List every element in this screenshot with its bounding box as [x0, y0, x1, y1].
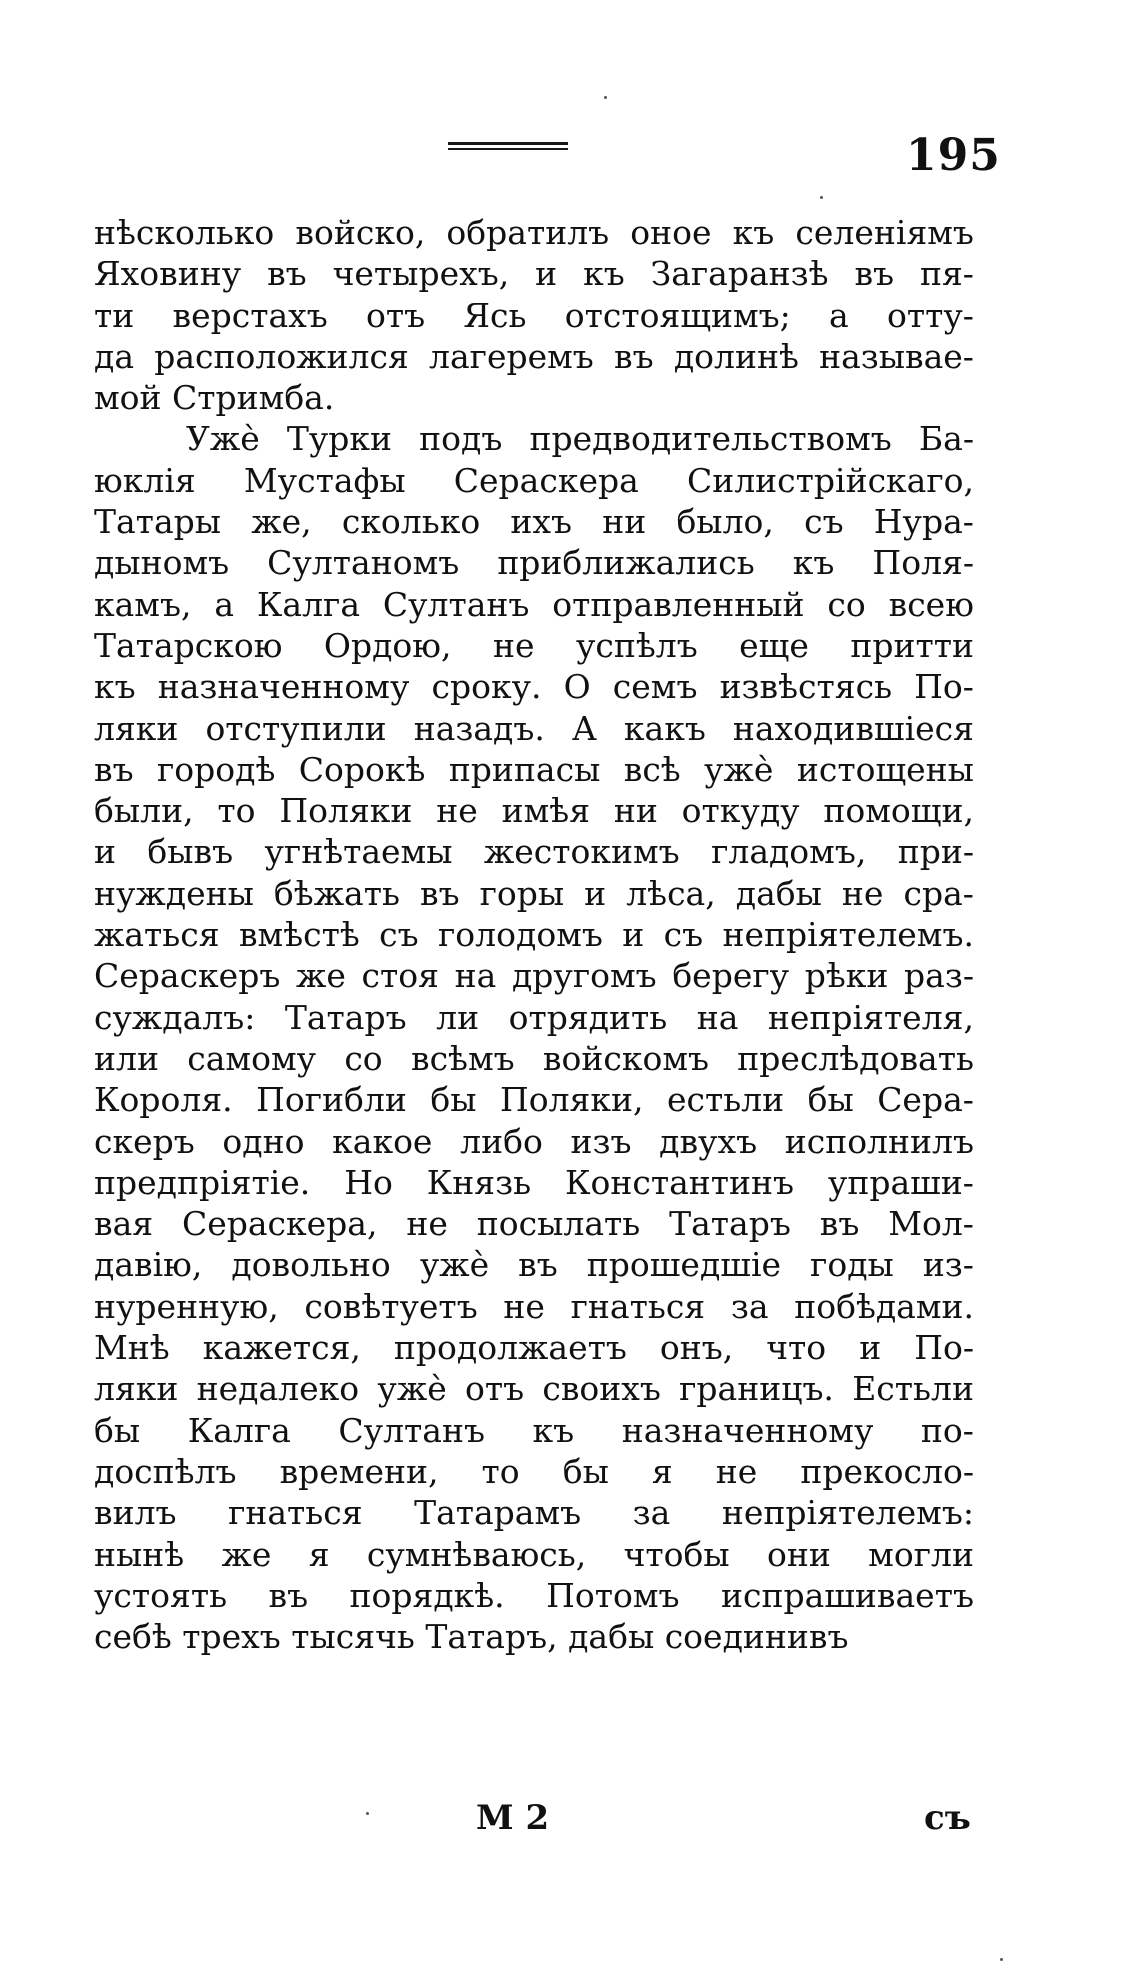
text-line: или самому со всѣмъ войскомъ преслѣдовать	[94, 1038, 974, 1078]
text-line: доспѣлъ времени, то бы я не прекосло-	[94, 1451, 974, 1491]
text-line: въ городѣ Сорокѣ припасы всѣ ужѐ истощены	[94, 749, 974, 789]
print-speck	[366, 1812, 369, 1815]
text-line: устоять въ порядкѣ. Потомъ испрашиваетъ	[94, 1575, 974, 1615]
text-line: нѣсколько войско, обратилъ оное къ селеніямъ	[94, 213, 974, 252]
text-line: бы Калга Султанъ къ назначенному по-	[94, 1410, 974, 1450]
text-line: ляки недалеко ужѐ отъ своихъ границъ. Естьли	[94, 1369, 974, 1409]
text-line: юклія Мустафы Сераскера Силистрійскаго,	[94, 460, 974, 500]
text-line: нуждены бѣжать въ горы и лѣса, дабы не сра-	[94, 873, 974, 913]
text-line: ляки отступили назадъ. А какъ находившіеся	[94, 708, 974, 748]
print-speck	[1000, 1958, 1003, 1961]
page-footer	[0, 1798, 1140, 1848]
text-line: да расположился лагеремъ въ долинѣ называе-	[94, 336, 974, 376]
header-ornament-rule	[448, 142, 568, 156]
print-speck	[820, 196, 823, 199]
text-line: Короля. Погибли бы Поляки, естьли бы Сера-	[94, 1080, 974, 1120]
text-line: Мнѣ кажется, продолжаетъ онъ, что и По-	[94, 1328, 974, 1368]
text-line: къ назначенному сроку. О семъ извѣстясь По-	[94, 667, 974, 707]
text-line: Татары же, сколько ихъ ни было, съ Нура-	[94, 502, 974, 542]
page-number: 195	[906, 130, 1001, 181]
catchword: съ	[924, 1798, 971, 1838]
text-line: камъ, а Калга Султанъ отправленный со всею	[94, 584, 974, 624]
text-line: и бывъ угнѣтаемы жестокимъ гладомъ, при-	[94, 832, 974, 872]
print-speck	[604, 96, 607, 99]
printer-signature: M 2	[476, 1798, 550, 1838]
text-line: суждалъ: Татаръ ли отрядить на непріятеля,	[94, 997, 974, 1037]
text-line: были, то Поляки не имѣя ни откуду помощи,	[94, 791, 974, 831]
text-line: нынѣ же я сумнѣваюсь, чтобы они могли	[94, 1534, 974, 1574]
text-line: скеръ одно какое либо изъ двухъ исполнилъ	[94, 1121, 974, 1161]
text-line: жаться вмѣстѣ съ голодомъ и съ непріятелемъ.	[94, 915, 974, 955]
text-line: вая Сераскера, не посылать Татаръ въ Мол-	[94, 1204, 974, 1244]
text-line: нуренную, совѣтуетъ не гнаться за побѣдами.	[94, 1286, 974, 1326]
text-line: давію, довольно ужѐ въ прошедшіе годы из-	[94, 1245, 974, 1285]
text-line: себѣ трехъ тысячь Татаръ, дабы соединивъ	[94, 1617, 849, 1657]
text-line: мой Стримба.	[94, 378, 335, 418]
text-line: Татарскою Ордою, не успѣлъ еще притти	[94, 625, 974, 665]
text-line: ти верстахъ отъ Ясь отстоящимъ; а отту-	[94, 295, 974, 335]
text-line: вилъ гнаться Татарамъ за непріятелемъ:	[94, 1493, 974, 1533]
text-line: предпріятіе. Но Князь Константинъ упраши-	[94, 1162, 974, 1202]
body-text	[94, 212, 974, 1657]
text-line: Яховину въ четырехъ, и къ Загаранзѣ въ пя-	[94, 254, 974, 294]
text-line: Ужѐ Турки подъ предводительствомъ Ба-	[186, 419, 974, 459]
text-line: Сераскеръ же стоя на другомъ берегу рѣки раз-	[94, 956, 974, 996]
text-line: дыномъ Султаномъ приближались къ Поля-	[94, 543, 974, 583]
